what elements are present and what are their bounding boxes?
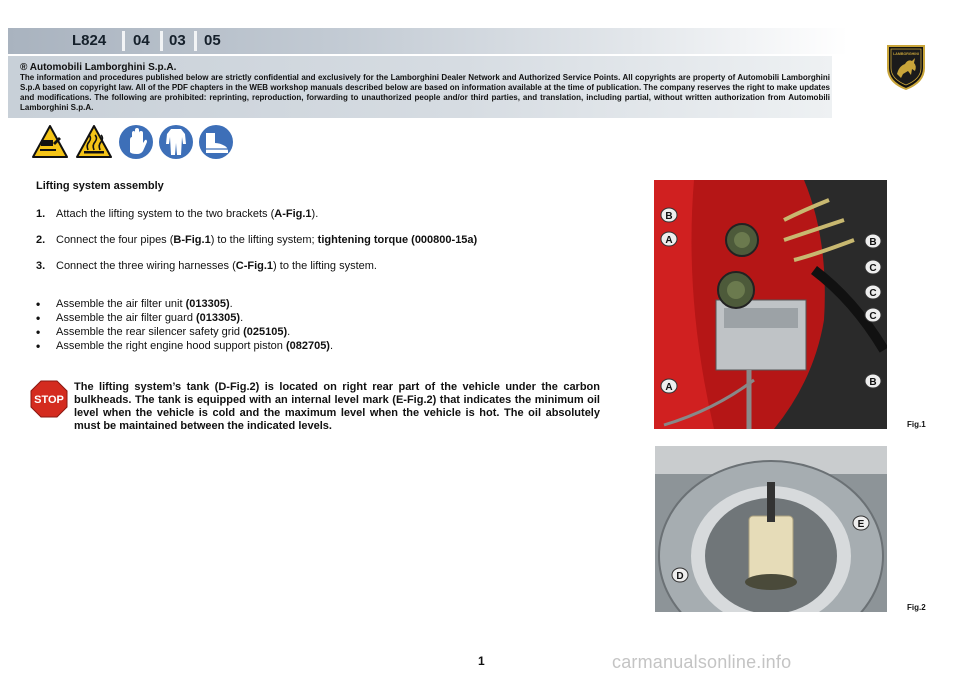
header-code-model: L824 <box>72 32 107 49</box>
stop-sign-icon <box>30 380 68 418</box>
lifting-system-illustration <box>654 180 887 429</box>
callout-d <box>669 566 691 589</box>
step-number: 2. <box>36 234 46 246</box>
svg-text:A: A <box>665 235 673 246</box>
overalls-icon <box>158 124 194 160</box>
header-separator <box>160 31 163 51</box>
step-text: Attach the lifting system to the two brackets (A-Fig.1). <box>56 208 319 220</box>
svg-text:B: B <box>869 377 877 388</box>
figure-2-photo <box>655 446 887 612</box>
header-separator <box>122 31 125 51</box>
watermark: carmanualsonline.info <box>612 652 792 672</box>
callout-b <box>862 372 884 395</box>
bullet-icon: • <box>36 297 41 311</box>
logo-text: LAMBORGHINI <box>893 52 919 56</box>
header-code-subgroup: 03 <box>169 32 186 49</box>
copyright-disclaimer <box>8 56 832 118</box>
safety-shoes-icon <box>198 124 234 160</box>
figure-1-label: Fig.1 <box>907 420 926 429</box>
callout-c <box>862 258 884 281</box>
gloves-icon <box>118 124 154 160</box>
svg-text:C: C <box>869 311 877 322</box>
lamborghini-bull-shield-icon <box>886 44 926 90</box>
page-number: 1 <box>478 654 485 668</box>
callout-c <box>862 283 884 306</box>
step-number: 3. <box>36 260 46 272</box>
hot-surface-warning-icon <box>76 124 112 160</box>
svg-text:E: E <box>857 519 865 530</box>
callout-c <box>862 306 884 329</box>
step-number: 1. <box>36 208 46 220</box>
header-separator <box>194 31 197 51</box>
svg-text:D: D <box>676 571 684 582</box>
callout-e <box>850 514 872 537</box>
header-code-section: 05 <box>204 32 221 49</box>
disclaimer-title: ® Automobili Lamborghini S.p.A. <box>20 62 177 73</box>
svg-text:B: B <box>869 237 877 248</box>
figure-2-label: Fig.2 <box>907 603 926 612</box>
callout-a <box>660 377 682 400</box>
section-title: Lifting system assembly <box>36 180 164 192</box>
callout-b <box>862 232 884 255</box>
svg-text:B: B <box>665 211 673 222</box>
header-code-group: 04 <box>133 32 150 49</box>
svg-text:A: A <box>665 382 673 393</box>
stop-label: STOP <box>34 394 64 406</box>
svg-text:C: C <box>869 263 877 274</box>
step-text: Connect the three wiring harnesses (C-Fig.1) to the lifting system. <box>56 260 377 272</box>
svg-text:C: C <box>869 288 877 299</box>
stop-warning-note: The lifting system’s tank (D-Fig.2) is located on right rear part of the vehicle under the carbon bulkheads. The tank is equipped with an internal level mark (E-Fig.2) that indicates the minimum oil level when the vehicle is cold and the maximum level when the vehicle is hot. The oil absolutely must be maintained between the indicated levels. <box>74 381 600 432</box>
step-text: Connect the four pipes (B-Fig.1) to the lifting system; tightening torque (000800-15a) <box>56 234 478 246</box>
bullet-icon: • <box>36 325 41 339</box>
disclaimer-text: The information and procedures published below are strictly confidential and exclusively for the Lamborghini Dealer Network and Authorized Service Points. All copyrights are property of Automobili Lamborghini S.p.A based on copyright law. All of the PDF chapters in the WEB workshop manuals described below are based on information available at the time of publication. The company reserves the right to make updates and modifications. The following are prohibited: reprinting, reproduction, forwarding to unauthorized people and/or third parties, and translation, including partial, without written authorization from Automobili Lamborghini S.p.A. <box>20 73 830 112</box>
callout-a <box>660 230 682 253</box>
bullet-icon: • <box>36 339 41 353</box>
callout-b <box>660 206 682 229</box>
figure-1-photo <box>654 180 887 429</box>
hand-crush-warning-icon <box>32 124 68 160</box>
bullet-icon: • <box>36 311 41 325</box>
header-bar <box>8 28 848 54</box>
